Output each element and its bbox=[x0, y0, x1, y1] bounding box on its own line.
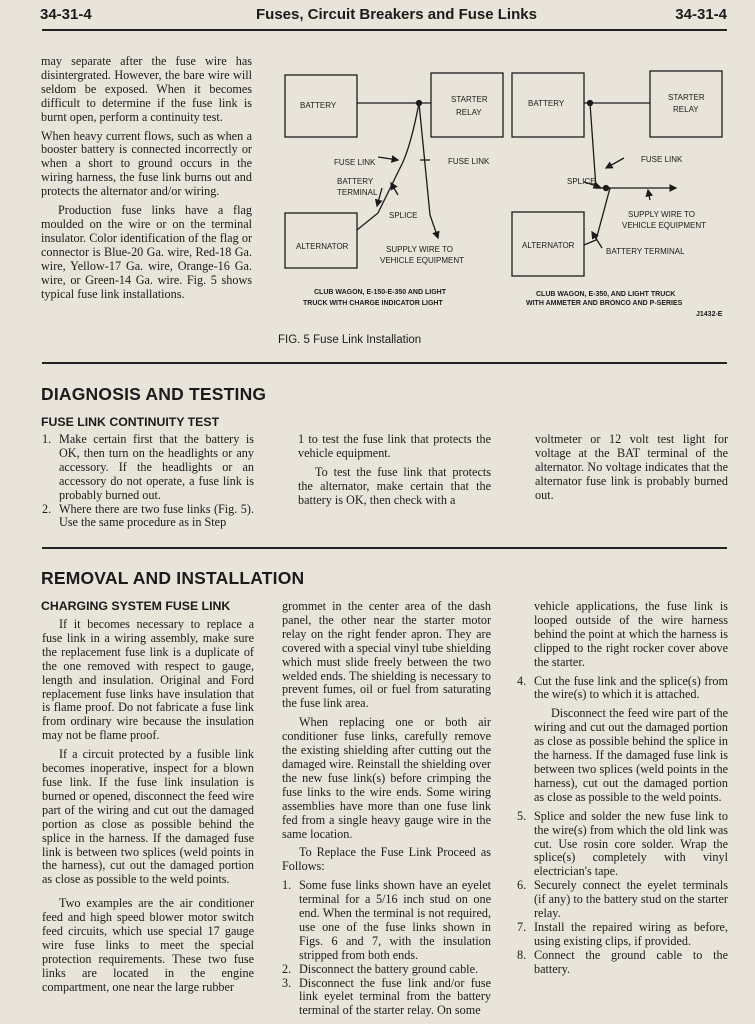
fuse-link-label: FUSE LINK bbox=[334, 158, 376, 167]
removal-col1 bbox=[42, 618, 254, 1000]
list-item: 4. Cut the fuse link and the splice(s) from the wire(s) to which it is attached. bbox=[517, 673, 728, 702]
starter-relay-label: STARTER bbox=[451, 95, 488, 104]
page-number-left: 34-31-4 bbox=[40, 6, 92, 23]
figure-code: J1432-E bbox=[696, 311, 723, 318]
paragraph: 1 to test the fuse link that protects the vehicle equipment. bbox=[298, 432, 491, 460]
starter-relay-box bbox=[431, 73, 503, 137]
splice-label: SPLICE bbox=[389, 211, 418, 220]
starter-relay-label: RELAY bbox=[456, 108, 482, 117]
list-item: 5. Splice and solder the new fuse link to the wire(s) from which the old link was cut. Use rosin core solder. Wrap the splice(s) completely with vinyl electrician's tape. bbox=[517, 808, 728, 879]
starter-relay-box-right bbox=[650, 71, 722, 137]
right-figure-caption: WITH AMMETER AND BRONCO AND P-SERIES bbox=[526, 300, 683, 307]
supply-wire-label-right: SUPPLY WIRE TO bbox=[628, 210, 695, 219]
starter-relay-label-right: STARTER bbox=[668, 93, 705, 102]
removal-subheading: CHARGING SYSTEM FUSE LINK bbox=[41, 599, 231, 613]
paragraph: voltmeter or 12 volt test light for voltage at the BAT terminal of the alternator. No voltage indicates that the alternator fuse link is probably burned out. bbox=[535, 432, 728, 502]
splice-label-right: SPLICE bbox=[567, 177, 596, 186]
removal-col2 bbox=[282, 600, 491, 1018]
list-item: 3. Disconnect the fuse link and/or fuse link eyelet terminal from the battery terminal of the starter relay. On some bbox=[282, 975, 491, 1018]
removal-col3 bbox=[517, 600, 728, 977]
page-number-right: 34-31-4 bbox=[675, 6, 727, 23]
list-item: 2. Disconnect the battery ground cable. bbox=[282, 961, 479, 976]
fuse-link-label-right: FUSE LINK bbox=[641, 155, 683, 164]
battery-label-right: BATTERY bbox=[528, 99, 565, 108]
alternator-label-right: ALTERNATOR bbox=[522, 241, 575, 250]
intro-paragraph: When heavy current flows, such as when a booster battery is connected incorrectly or when a short to ground occurs in the wiring harness, the fuse link burns out and protects the alternator and/or wiring. bbox=[41, 128, 252, 199]
battery-terminal-label: BATTERY bbox=[337, 177, 374, 186]
supply-wire-label-right: VEHICLE EQUIPMENT bbox=[622, 221, 707, 230]
page-title: Fuses, Circuit Breakers and Fuse Links bbox=[256, 6, 537, 23]
diagnosis-col3 bbox=[535, 433, 728, 508]
list-item: 6. Securely connect the eyelet terminals (if any) to the battery stud on the starter relay. bbox=[517, 878, 728, 921]
right-figure-caption: CLUB WAGON, E-350, AND LIGHT TRUCK bbox=[536, 291, 676, 298]
battery-terminal-label: TERMINAL bbox=[337, 188, 378, 197]
list-item: 7. Install the repaired wiring as before, using existing clips, if provided. bbox=[517, 919, 728, 948]
paragraph: If it becomes necessary to replace a fuse link in a wiring assembly, make sure the replacement fuse link is a duplicate of the one removed with respect to gauge, length and insulation. Original and Ford replacement fuse links have insulation that is flame proof. Do not fabricate a fuse link from ordinary wire because the insulation may not be flame proof. bbox=[42, 617, 254, 743]
diagnosis-subheading: FUSE LINK CONTINUITY TEST bbox=[41, 415, 220, 429]
list-item: 2. Where there are two fuse links (Fig. 5). Use the same procedure as in Step bbox=[42, 501, 254, 530]
paragraph: grommet in the center area of the dash panel, the other near the starter motor relay on the right fender apron. They are covered with a special vinyl tube shielding which must slide freely between the two welded ends. The shielding is necessary to prevent fumes, oil or fuel from saturating the fuse link area. bbox=[282, 599, 491, 711]
paragraph: If a circuit protected by a fusible link becomes inoperative, inspect for a blown fuse link. If the fuse link insulation is burned or opened, disconnect the feed wire part of the wiring and cut out the damaged portion as close as possible behind the splice in the harness. If the damaged fuse link is between two splices (weld points in the harness), cut out the damaged portion as close as possible to the weld points. bbox=[42, 747, 254, 887]
removal-heading: REMOVAL AND INSTALLATION bbox=[41, 568, 305, 588]
list-item: 1. Some fuse links shown have an eyelet terminal for a 5/16 inch stud on one end. When the terminal is not required, use one of the fuse links shown in Figs. 6 and 7, with the insulation stripped from both ends. bbox=[282, 878, 491, 962]
paragraph: To test the fuse link that protects the alternator, make certain that the battery is OK, then check with a bbox=[298, 464, 491, 507]
supply-wire-label: VEHICLE EQUIPMENT bbox=[380, 256, 465, 265]
list-item: 1. Make certain first that the battery is OK, then turn on the headlights or any accessory. If the headlights or an accessory do not operate, a fuse link is probably burned out. bbox=[42, 432, 254, 502]
paragraph: Two examples are the air conditioner feed and high speed blower motor switch feed circuits, which use special 17 gauge wire fuse links to meet the special protection requirements. These two fuse links are located in the engine compartment, one near the large rubber bbox=[42, 896, 254, 994]
paragraph: Disconnect the feed wire part of the wiring and cut out the damaged portion as close as possible behind the splice in the harness. If the damaged fuse link is between two splices (weld points in the harness), cut out the damaged portion as close as possible to the weld points. bbox=[534, 706, 728, 804]
battery-terminal-label-right: BATTERY TERMINAL bbox=[606, 247, 685, 256]
paragraph: To Replace the Fuse Link Proceed as Follows: bbox=[282, 845, 491, 874]
section-rule bbox=[42, 547, 727, 549]
diagnosis-col1 bbox=[42, 433, 254, 530]
diagnosis-col2 bbox=[298, 433, 491, 513]
supply-wire-label: SUPPLY WIRE TO bbox=[386, 245, 453, 254]
intro-text bbox=[41, 55, 252, 306]
paragraph: vehicle applications, the fuse link is looped outside of the wire harness behind the point at which the harness is clipped to the right rocker cover above the starter. bbox=[534, 599, 728, 669]
starter-relay-label-right: RELAY bbox=[673, 105, 699, 114]
left-figure-caption: CLUB WAGON, E-150-E-350 AND LIGHT bbox=[314, 289, 446, 296]
intro-paragraph: may separate after the fuse wire has disintergrated. However, the bare wire will seldom be exposed. When it becomes difficult to determine if the fuse link is burnt open, perform a continuity test. bbox=[41, 54, 252, 124]
alternator-label: ALTERNATOR bbox=[296, 242, 349, 251]
left-figure-caption: TRUCK WITH CHARGE INDICATOR LIGHT bbox=[303, 300, 443, 307]
paragraph: When replacing one or both air conditioner fuse links, carefully remove the existing shielding after cutting out the damaged wire. Reinstall the shielding over the new fuse link(s) before crimping the fuse links to the wire ends. Some wiring assemblies have more than one fuse link fed from a single heavy gauge wire in the same location. bbox=[282, 715, 491, 841]
fuse-link-label: FUSE LINK bbox=[448, 157, 490, 166]
battery-label: BATTERY bbox=[300, 101, 337, 110]
diagnosis-heading: DIAGNOSIS AND TESTING bbox=[41, 384, 267, 404]
alternator-box bbox=[285, 213, 357, 268]
section-rule bbox=[42, 362, 727, 364]
header-rule bbox=[42, 29, 727, 31]
intro-paragraph: Production fuse links have a flag moulded on the wire or on the terminal insulator. Color identification of the flag or connector is Blue-20 Ga. wire, Red-18 Ga. wire, Yellow-17 Ga. wire, Orange-16 Ga. wire, or Green-14 Ga. wire. Fig. 5 shows typical fuse link installations. bbox=[41, 203, 252, 301]
fuse-link-figure bbox=[270, 60, 740, 330]
figure-caption: FIG. 5 Fuse Link Installation bbox=[278, 334, 422, 346]
list-item: 8. Connect the ground cable to the battery. bbox=[517, 947, 728, 976]
